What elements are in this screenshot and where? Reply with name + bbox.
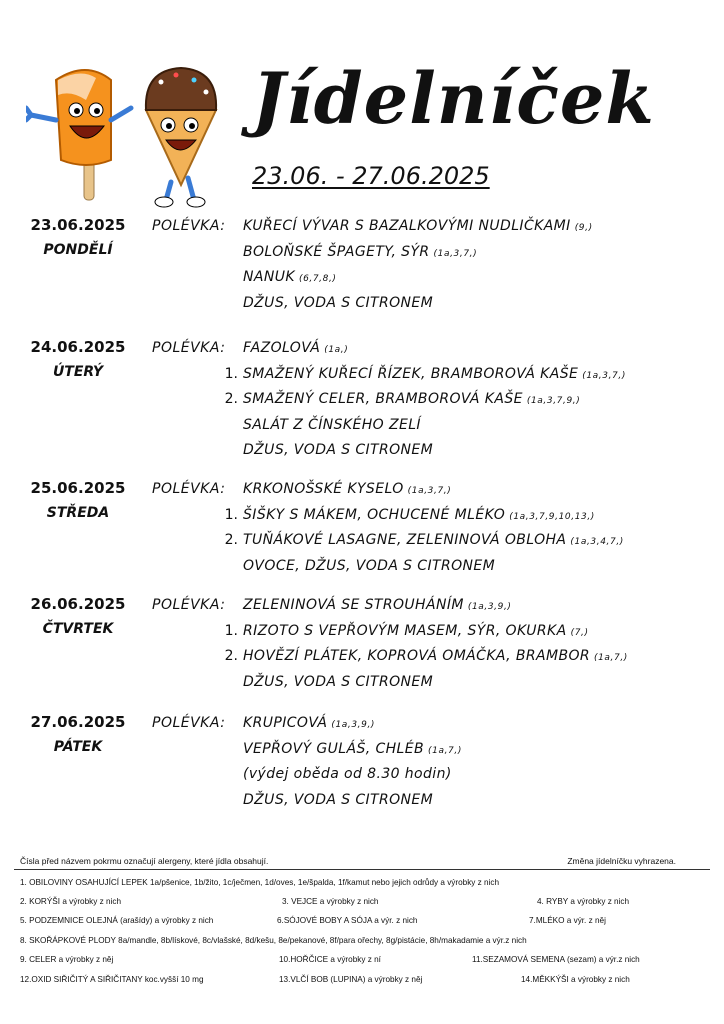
menu-item-allergens: (1a,3,7,) [582, 370, 626, 381]
day-name: STŘEDA [46, 505, 110, 521]
menu-item-text: NANUK [243, 269, 295, 285]
menu-item-allergens: (6,7,8,) [298, 274, 337, 284]
menu-item [243, 269, 337, 285]
day-date: 24.06.2025 [30, 338, 126, 356]
allergen-entry: 11.SEZAMOVÁ SEMENA (sezam) a výr.z nich [472, 955, 640, 964]
menu-item-text: DŽUS, VODA S CITRONEM [243, 294, 434, 311]
meal-number: 1. [224, 365, 238, 382]
menu-item-text: KUŘECÍ VÝVAR S BAZALKOVÝMI NUDLIČKAMI [243, 218, 571, 234]
ice-lolly-icon [26, 70, 131, 200]
soup-label: POLÉVKA: [152, 340, 226, 356]
meal-number: 2. [224, 391, 238, 407]
menu-item-text: ZELENINOVÁ SE STROUHÁNÍM [243, 597, 464, 613]
menu-item-allergens: (1a,7,) [428, 745, 462, 756]
ice-cream-illustration [26, 60, 226, 210]
page-title: Jídelníček [252, 57, 655, 140]
allergen-entry: 1. OBILOVINY OSAHUJÍCÍ LEPEK 1a/pšenice, 1b/žito, 1c/ječmen, 1d/oves, 1e/špalda, 1f/kamut nebo jejich odrůdy a výrobky z nich [20, 878, 500, 887]
meal-number: 1. [224, 622, 238, 639]
meal-number: 2. [224, 648, 238, 664]
menu-item [243, 674, 433, 690]
menu-item [243, 741, 462, 757]
menu-item-text: HOVĚZÍ PLÁTEK, KOPROVÁ OMÁČKA, BRAMBOR [243, 648, 590, 664]
menu-item [243, 532, 624, 548]
day-date: 27.06.2025 [30, 713, 126, 731]
soup-label: POLÉVKA: [152, 481, 226, 497]
menu-item-text: SMAŽENÝ CELER, BRAMBOROVÁ KAŠE [243, 391, 523, 407]
menu-item [243, 244, 477, 260]
allergen-entry: 7.MLÉKO a výr. z něj [529, 916, 606, 925]
day-date: 26.06.2025 [30, 595, 126, 613]
menu-item-text: DŽUS, VODA S CITRONEM [243, 442, 434, 458]
menu-item [243, 340, 348, 356]
menu-item [243, 507, 595, 523]
menu-item-allergens: (1a,7,) [594, 653, 628, 663]
menu-item-text: KRUPICOVÁ [243, 715, 328, 731]
change-note: Změna jídelníčku vyhrazena. [567, 856, 676, 866]
soup-label: POLÉVKA: [152, 218, 226, 234]
allergen-entry: 2. KORÝŠI a výrobky z nich [20, 897, 122, 906]
menu-item-text: TUŇÁKOVÉ LASAGNE, ZELENINOVÁ OBLOHA [243, 532, 567, 548]
allergen-note: Čísla před názvem pokrmu označují alergeny, které jídla obsahují. [20, 856, 269, 866]
menu-item-allergens: (1a,3,7,9,) [526, 396, 581, 406]
menu-item [243, 481, 451, 497]
day-date: 25.06.2025 [30, 479, 126, 497]
meal-number: 2. [224, 532, 238, 548]
allergen-entry: 14.MĚKKÝŠI a výrobky z nich [521, 975, 630, 984]
allergen-entry: 9. CELER a výrobky z něj [20, 955, 114, 964]
menu-item-text: SMAŽENÝ KUŘECÍ ŘÍZEK, BRAMBOROVÁ KAŠE [243, 365, 579, 382]
menu-item-allergens: (1a,3,7,9,10,13,) [509, 511, 595, 522]
allergen-entry: 5. PODZEMNICE OLEJNÁ (arašídy) a výrobky z nich [20, 916, 214, 925]
menu-item-text: VEPŘOVÝ GULÁŠ, CHLÉB [243, 740, 425, 757]
allergen-entry: 3. VEJCE a výrobky z nich [282, 897, 379, 906]
menu-item-text: DŽUS, VODA S CITRONEM [243, 791, 434, 808]
menu-item-allergens: (1a,3,7,) [407, 486, 452, 496]
soup-label: POLÉVKA: [152, 597, 226, 613]
menu-item-text: DŽUS, VODA S CITRONEM [243, 673, 434, 690]
menu-item-text: SALÁT Z ČÍNSKÉHO ZELÍ [243, 416, 421, 433]
menu-item-text: FAZOLOVÁ [243, 340, 321, 356]
menu-item [243, 715, 375, 731]
menu-item [243, 792, 433, 808]
menu-item-allergens: (1a,3,9,) [467, 602, 512, 612]
allergen-entry: 10.HOŘČICE a výrobky z ní [279, 955, 381, 964]
menu-item [243, 623, 589, 639]
day-name: PÁTEK [53, 739, 103, 755]
menu-item-allergens: (7,) [570, 627, 589, 638]
meal-number: 1. [224, 506, 238, 523]
menu-item [243, 366, 626, 382]
soup-label: POLÉVKA: [152, 715, 226, 731]
menu-item [243, 766, 452, 782]
ice-cream-cone-icon [146, 68, 216, 207]
day-date: 23.06.2025 [30, 216, 126, 234]
menu-item [243, 597, 512, 613]
allergen-entry: 6.SÓJOVÉ BOBY A SÓJA a výr. z nich [277, 916, 418, 925]
menu-item-text: ŠIŠKY S MÁKEM, OCHUCENÉ MLÉKO [243, 506, 506, 523]
menu-item-text: RIZOTO S VEPŘOVÝM MASEM, SÝR, OKURKA [243, 622, 567, 639]
allergen-entry: 8. SKOŘÁPKOVÉ PLODY 8a/mandle, 8b/lískové, 8c/vlašské, 8d/kešu, 8e/pekanové, 8f/para ořechy, 8g/pistácie, 8h/makadamie a výr.z nich [20, 936, 527, 945]
menu-item-allergens: (1a,3,4,7,) [570, 537, 624, 547]
menu-item-text: KRKONOŠSKÉ KYSELO [243, 481, 404, 497]
menu-item [243, 391, 580, 407]
menu-item-allergens: (1a,3,7,) [433, 248, 478, 259]
menu-item-allergens: (1a,3,9,) [331, 720, 376, 730]
menu-item-allergens: (9,) [574, 223, 593, 233]
menu-item-text: (výdej oběda od 8.30 hodin) [243, 766, 452, 782]
day-name: ČTVRTEK [42, 621, 114, 637]
allergen-entry: 12.OXID SIŘIČITÝ A SIŘIČITANY koc.vyšší 10 mg [20, 975, 204, 984]
menu-item-text: OVOCE, DŽUS, VODA S CITRONEM [243, 557, 496, 574]
menu-item [243, 218, 593, 234]
allergen-entry: 13.VLČÍ BOB (LUPINA) a výrobky z něj [279, 975, 423, 984]
menu-item-text: BOLOŇSKÉ ŠPAGETY, SÝR [243, 243, 430, 260]
day-name: ÚTERÝ [52, 364, 104, 380]
menu-item [243, 558, 495, 574]
week-date-range: 23.06. - 27.06.2025 [252, 162, 490, 190]
menu-item [243, 648, 628, 664]
footer-divider [14, 869, 710, 870]
menu-item [243, 417, 421, 433]
menu-item [243, 295, 433, 311]
menu-item [243, 442, 433, 458]
day-name: PONDĚLÍ [43, 242, 113, 258]
allergen-entry: 4. RYBY a výrobky z nich [537, 897, 630, 906]
menu-item-allergens: (1a,) [324, 345, 349, 355]
